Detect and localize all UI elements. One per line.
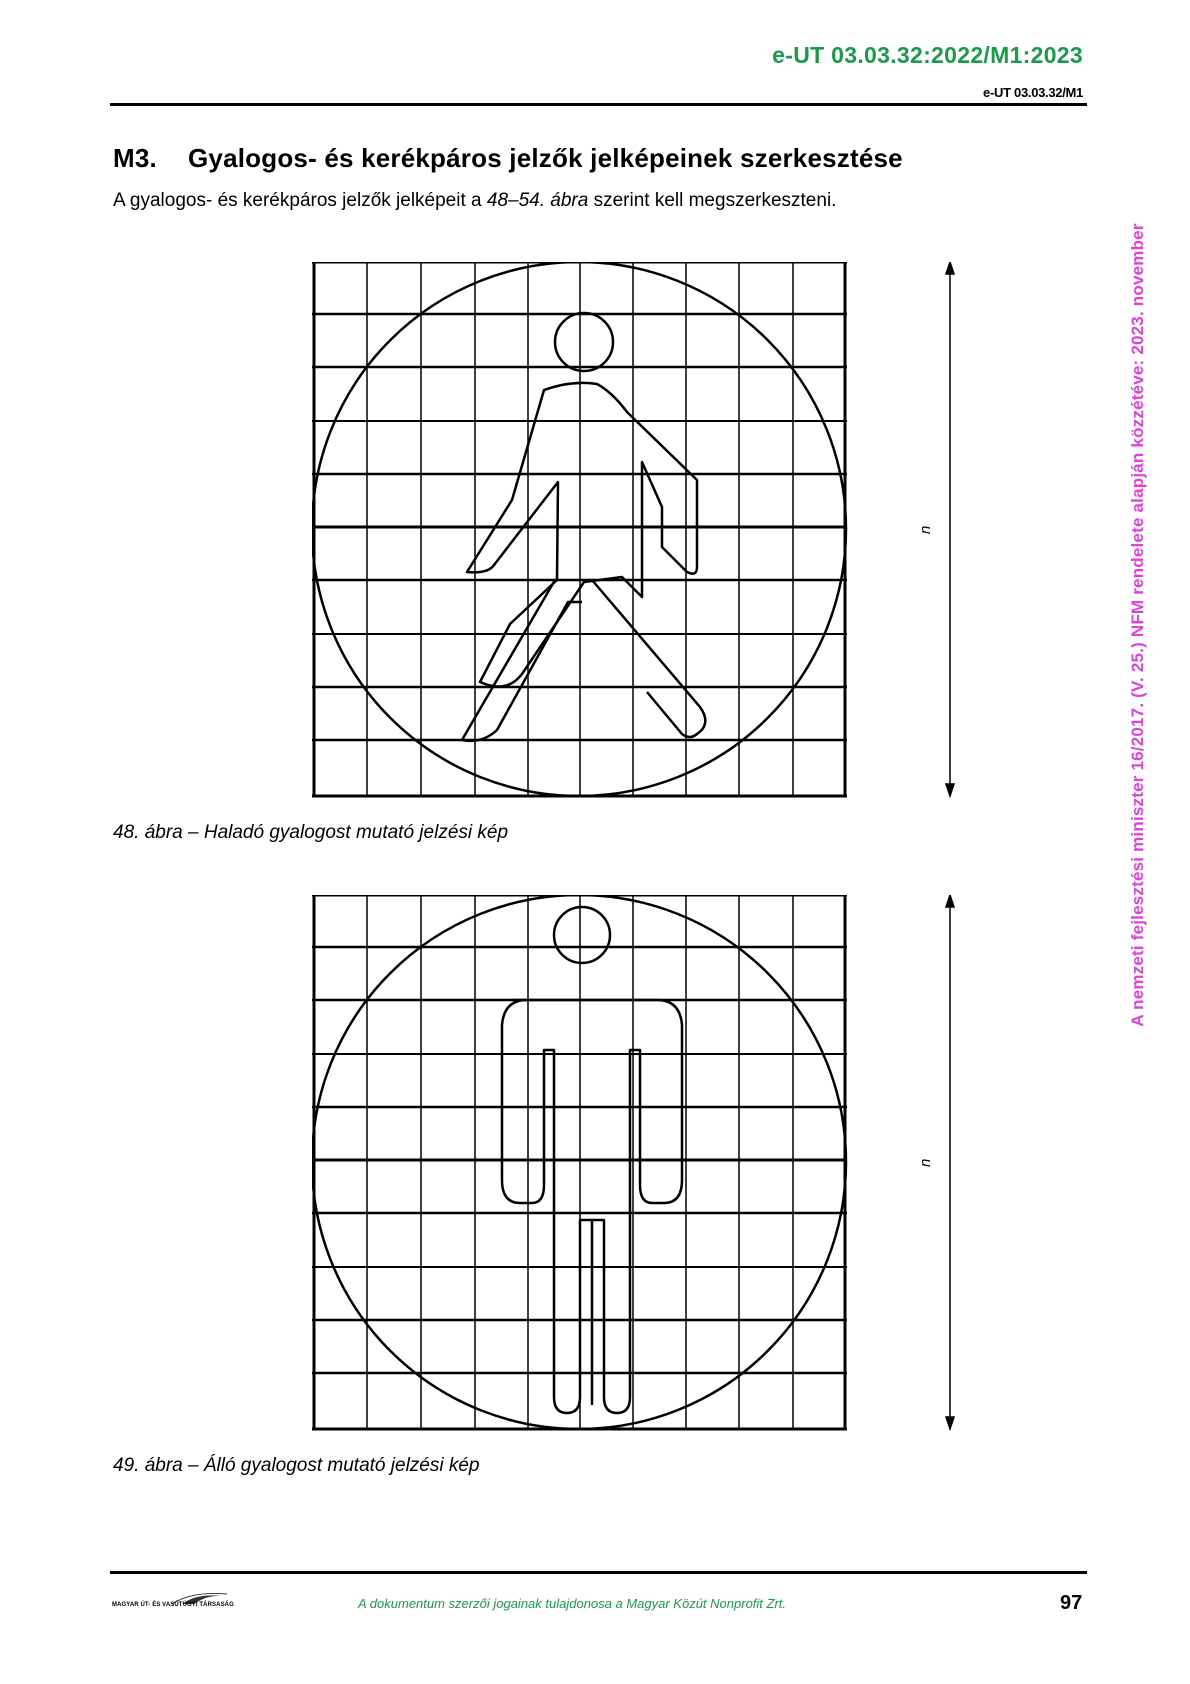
document-code-small: e-UT 03.03.32/M1 <box>983 85 1083 100</box>
standing-pedestrian-diagram <box>312 895 962 1431</box>
copyright-notice: A dokumentum szerzői jogainak tulajdonosa a Magyar Közút Nonprofit Zrt. <box>358 1596 787 1611</box>
section-heading <box>113 143 903 174</box>
construction-grid <box>312 262 847 796</box>
figure-48-caption: 48. ábra – Haladó gyalogost mutató jelzési kép <box>113 822 509 843</box>
walking-pedestrian-diagram <box>312 262 962 798</box>
dimension-arrow <box>946 262 954 796</box>
figure-49-caption: 49. ábra – Álló gyalogost mutató jelzési kép <box>113 1455 480 1476</box>
document-code: e-UT 03.03.32:2022/M1:2023 <box>772 42 1083 68</box>
signal-disc-outline <box>312 262 846 796</box>
section-number: M3. <box>113 143 157 173</box>
intro-figure-reference: 48–54. ábra <box>486 190 589 211</box>
intro-text-start: A gyalogos- és kerékpáros jelzők jelképeit a <box>113 190 487 211</box>
logo-text: MAGYAR ÚT- ÉS VASÚTÜGYI TÁRSASÁG <box>112 1602 234 1608</box>
footer-divider <box>110 1571 1087 1574</box>
intro-paragraph <box>113 190 836 212</box>
header-divider <box>110 103 1087 106</box>
figure-48-walking-pedestrian <box>312 262 962 798</box>
intro-text-end: szerint kell megszerkeszteni. <box>588 190 837 211</box>
page-number: 97 <box>1060 1592 1083 1614</box>
dimension-label: n <box>917 1158 934 1167</box>
dimension-arrow <box>946 895 954 1429</box>
side-note-container <box>1123 160 1153 1090</box>
figure-49-standing-pedestrian <box>312 895 962 1431</box>
section-title: Gyalogos- és kerékpáros jelzők jelképeinek szerkesztése <box>188 143 903 173</box>
publication-side-note: A nemzeti fejlesztési miniszter 16/2017. (V. 25.) NFM rendelete alapján közzétéve: 2023. november <box>1128 223 1147 1027</box>
dimension-label: n <box>917 525 934 534</box>
association-logo <box>112 1592 262 1614</box>
